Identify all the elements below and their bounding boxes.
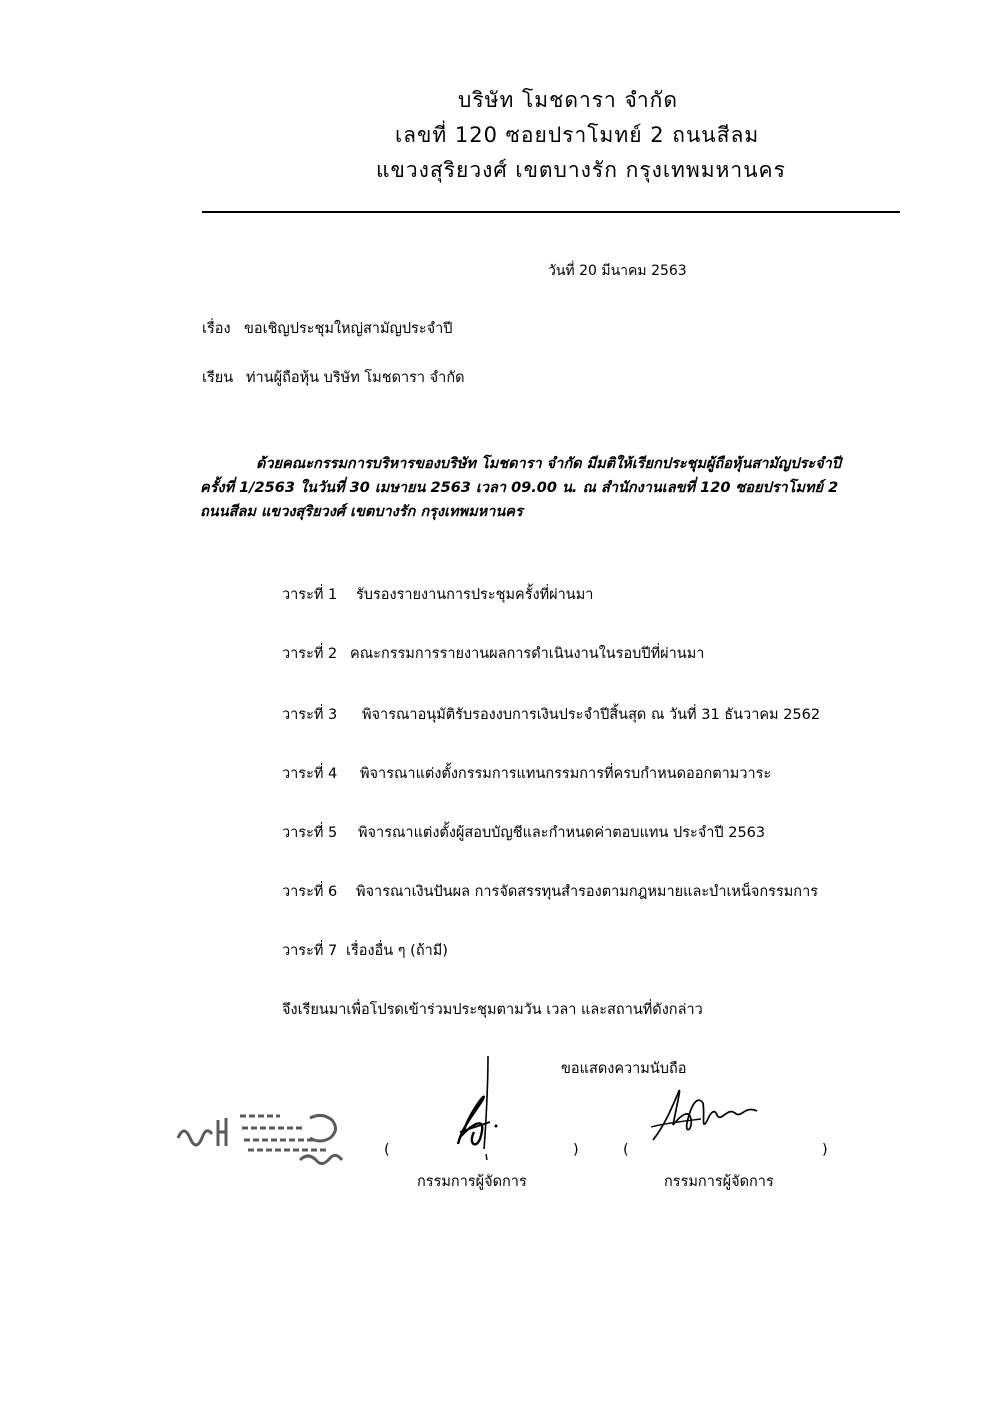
signatory-1-title: กรรมการผู้จัดการ bbox=[417, 1174, 527, 1190]
company-address-line1: เลขที่ 120 ซอยปราโมทย์ 2 ถนนสีลม bbox=[395, 123, 760, 147]
company-name: บริษัท โมชดารา จำกัด bbox=[458, 88, 678, 112]
closing-sentence: จึงเรียนมาเพื่อโปรดเข้าร่วมประชุมตามวัน เวลา และสถานที่ดังกล่าว bbox=[282, 1002, 703, 1018]
agenda-item-1-number: วาระที่ 1 bbox=[282, 587, 338, 603]
agenda-item-4-text: พิจารณาแต่งตั้งกรรมการแทนกรรมการที่ครบกำหนดออกตามวาระ bbox=[360, 766, 772, 782]
agenda-item-3-text: พิจารณาอนุมัติรับรองงบการเงินประจำปีสิ้นสุด ณ วันที่ 31 ธันวาคม 2562 bbox=[362, 707, 821, 723]
recipient-label: เรียน bbox=[202, 370, 234, 386]
intro-paragraph-text: ด้วยคณะกรรมการบริหารของบริษัท โมชดารา จำกัด มีมติให้เรียกประชุมผู้ถือหุ้นสามัญประจำปี ครั้งที่ 1/2563 ในวันที่ 30 เมษายน 2563 เวลา 09.00 น. ณ สำนักงานเลขที่ 120 ซอยปราโมทย์ 2 ถนนสีลม แขวงสุริยวงศ์ เขตบางรัก กรุงเทพมหานคร bbox=[200, 456, 841, 520]
agenda-item-5-text: พิจารณาแต่งตั้งผู้สอบบัญชีและกำหนดค่าตอบแทน ประจำปี 2563 bbox=[358, 825, 766, 841]
company-address-line2: แขวงสุริยวงศ์ เขตบางรัก กรุงเทพมหานคร bbox=[376, 158, 786, 182]
intro-paragraph bbox=[200, 452, 870, 524]
header-divider bbox=[202, 211, 900, 213]
company-stamp bbox=[170, 1098, 370, 1178]
signatory-1-close-paren: ) bbox=[573, 1142, 579, 1158]
signatory-2-open-paren: ( bbox=[623, 1142, 629, 1158]
recipient-text: ท่านผู้ถือหุ้น บริษัท โมชดารา จำกัด bbox=[246, 370, 465, 386]
subject-text: ขอเชิญประชุมใหญ่สามัญประจำปี bbox=[244, 321, 453, 337]
agenda-item-2-number: วาระที่ 2 bbox=[282, 646, 338, 662]
signature-right bbox=[645, 1085, 775, 1145]
agenda-item-7-text: เรื่องอื่น ๆ (ถ้ามี) bbox=[346, 943, 448, 959]
agenda-item-3-number: วาระที่ 3 bbox=[282, 707, 338, 723]
agenda-item-5-number: วาระที่ 5 bbox=[282, 825, 338, 841]
signature-left bbox=[448, 1054, 518, 1164]
agenda-item-2-text: คณะกรรมการรายงานผลการดำเนินงานในรอบปีที่ผ่านมา bbox=[350, 646, 705, 662]
subject-label: เรื่อง bbox=[202, 321, 231, 337]
agenda-item-7-number: วาระที่ 7 bbox=[282, 943, 338, 959]
agenda-item-1-text: รับรองรายงานการประชุมครั้งที่ผ่านมา bbox=[356, 587, 594, 603]
regards-line: ขอแสดงความนับถือ bbox=[561, 1061, 687, 1077]
agenda-item-6-text: พิจารณาเงินปันผล การจัดสรรทุนสำรองตามกฎหมายและบำเหน็จกรรมการ bbox=[356, 884, 819, 900]
letter-date: วันที่ 20 มีนาคม 2563 bbox=[548, 263, 687, 279]
signatory-2-close-paren: ) bbox=[822, 1142, 828, 1158]
agenda-item-4-number: วาระที่ 4 bbox=[282, 766, 338, 782]
agenda-item-6-number: วาระที่ 6 bbox=[282, 884, 338, 900]
signatory-1-open-paren: ( bbox=[384, 1142, 390, 1158]
signatory-2-title: กรรมการผู้จัดการ bbox=[664, 1174, 774, 1190]
